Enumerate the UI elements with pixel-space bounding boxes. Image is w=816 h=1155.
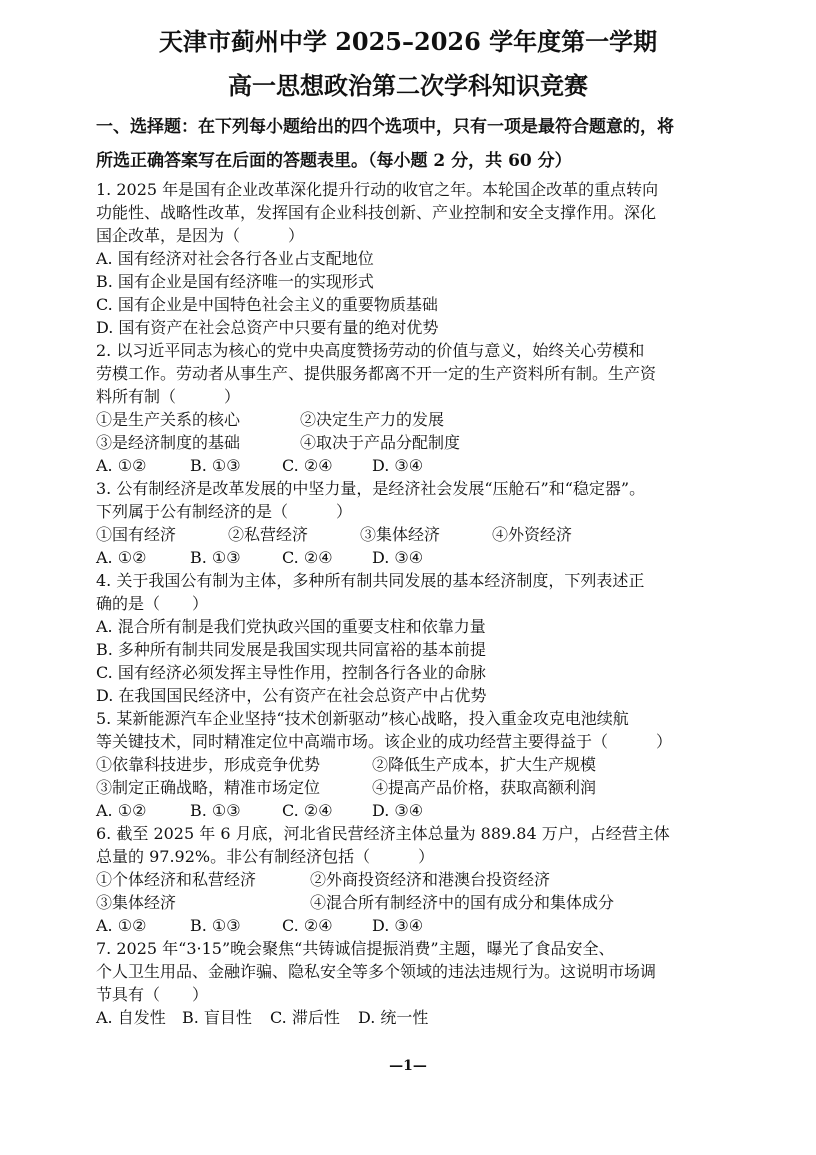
q2-statement-3: ③是经济制度的基础	[96, 433, 241, 452]
q1-option-b: B. 国有企业是国有经济唯一的实现形式	[96, 272, 374, 291]
q3-option-b: B. ①③	[190, 548, 241, 567]
q7-stem: 个人卫生用品、金融诈骗、隐私安全等多个领域的违法违规行为。这说明市场调	[96, 962, 657, 981]
section-instruction-line1: 一、选择题：在下列每小题给出的四个选项中，只有一项是最符合题意的，将	[96, 117, 674, 137]
q2-stem: 料所有制（ ）	[96, 387, 241, 406]
q2-statement-2: ②决定生产力的发展	[300, 410, 445, 429]
q2-stem: 劳模工作。劳动者从事生产、提供服务都离不开一定的生产资料所有制。生产资	[96, 364, 657, 383]
q3-option-d: D. ③④	[372, 548, 424, 567]
q5-option-c: C. ②④	[282, 801, 333, 820]
q5-option-d: D. ③④	[372, 801, 424, 820]
q1-stem: 国企改革，是因为（ ）	[96, 226, 305, 245]
q6-option-a: A. ①②	[96, 916, 147, 935]
q2-option-d: D. ③④	[372, 456, 424, 475]
q7-stem: 7. 2025 年“3·15”晚会聚焦“共铸诚信提振消费”主题，曝光了食品安全、	[96, 939, 615, 958]
q6-option-d: D. ③④	[372, 916, 424, 935]
q5-statement-2: ②降低生产成本，扩大生产规模	[372, 755, 597, 774]
q7-stem: 节具有（ ）	[96, 985, 209, 1004]
q6-option-c: C. ②④	[282, 916, 333, 935]
q3-stem: 下列属于公有制经济的是（ ）	[96, 502, 353, 521]
q3-statement-1: ①国有经济	[96, 525, 177, 544]
q2-statement-4: ④取决于产品分配制度	[300, 433, 461, 452]
q4-option-b: B. 多种所有制共同发展是我国实现共同富裕的基本前提	[96, 640, 486, 659]
q3-option-c: C. ②④	[282, 548, 333, 567]
q4-option-d: D. 在我国国民经济中，公有资产在社会总资产中占优势	[96, 686, 487, 705]
q7-option-d: D. 统一性	[358, 1008, 429, 1027]
q5-statement-1: ①依靠科技进步，形成竞争优势	[96, 755, 321, 774]
q5-statement-3: ③制定正确战略，精准市场定位	[96, 778, 321, 797]
q3-option-a: A. ①②	[96, 548, 147, 567]
q3-statement-4: ④外资经济	[492, 525, 573, 544]
q2-statement-1: ①是生产关系的核心	[96, 410, 241, 429]
q5-option-b: B. ①③	[190, 801, 241, 820]
q3-statement-2: ②私营经济	[228, 525, 309, 544]
exam-title-school: 天津市蓟州中学 2025–2026 学年度第一学期	[158, 27, 658, 56]
q6-statement-2: ②外商投资经济和港澳台投资经济	[310, 870, 551, 889]
q1-stem: 功能性、战略性改革，发挥国有企业科技创新、产业控制和安全支撑作用。深化	[96, 203, 657, 222]
q6-option-b: B. ①③	[190, 916, 241, 935]
exam-title-subject: 高一思想政治第二次学科知识竞赛	[228, 71, 588, 100]
q3-stem: 3. 公有制经济是改革发展的中坚力量，是经济社会发展“压舱石”和“稳定器”。	[96, 479, 646, 498]
q6-stem: 6. 截至 2025 年 6 月底，河北省民营经济主体总量为 889.84 万户，占经营主体	[96, 824, 670, 843]
q7-option-c: C. 滞后性	[270, 1008, 340, 1027]
q4-option-a: A. 混合所有制是我们党执政兴国的重要支柱和依靠力量	[96, 617, 486, 636]
q7-option-a: A. 自发性	[96, 1008, 166, 1027]
q4-stem: 4. 关于我国公有制为主体，多种所有制共同发展的基本经济制度，下列表述正	[96, 571, 645, 590]
q4-option-c: C. 国有经济必须发挥主导性作用，控制各行各业的命脉	[96, 663, 486, 682]
q1-stem: 1. 2025 年是国有企业改革深化提升行动的收官之年。本轮国企改革的重点转向	[96, 180, 659, 199]
q5-option-a: A. ①②	[96, 801, 147, 820]
q2-stem: 2. 以习近平同志为核心的党中央高度赞扬劳动的价值与意义，始终关心劳模和	[96, 341, 645, 360]
q1-option-d: D. 国有资产在社会总资产中只要有量的绝对优势	[96, 318, 439, 337]
q2-option-c: C. ②④	[282, 456, 333, 475]
q1-option-c: C. 国有企业是中国特色社会主义的重要物质基础	[96, 295, 438, 314]
q5-stem: 等关键技术，同时精准定位中高端市场。该企业的成功经营主要得益于（ ）	[96, 732, 673, 751]
q6-statement-4: ④混合所有制经济中的国有成分和集体成分	[310, 893, 615, 912]
q6-statement-3: ③集体经济	[96, 893, 177, 912]
q2-option-a: A. ①②	[96, 456, 147, 475]
q3-statement-3: ③集体经济	[360, 525, 441, 544]
q5-statement-4: ④提高产品价格，获取高额利润	[372, 778, 597, 797]
q6-statement-1: ①个体经济和私营经济	[96, 870, 257, 889]
q2-option-b: B. ①③	[190, 456, 241, 475]
section-instruction-line2: 所选正确答案写在后面的答题表里。（每小题 2 分，共 60 分）	[96, 151, 572, 171]
q4-stem: 确的是（ ）	[96, 594, 209, 613]
q7-option-b: B. 盲目性	[182, 1008, 252, 1027]
q5-stem: 5. 某新能源汽车企业坚持“技术创新驱动”核心战略，投入重金攻克电池续航	[96, 709, 629, 728]
page-number: —1—	[389, 1058, 427, 1074]
q1-option-a: A. 国有经济对社会各行各业占支配地位	[96, 249, 374, 268]
q6-stem: 总量的 97.92%。非公有制经济包括（ ）	[96, 847, 435, 866]
